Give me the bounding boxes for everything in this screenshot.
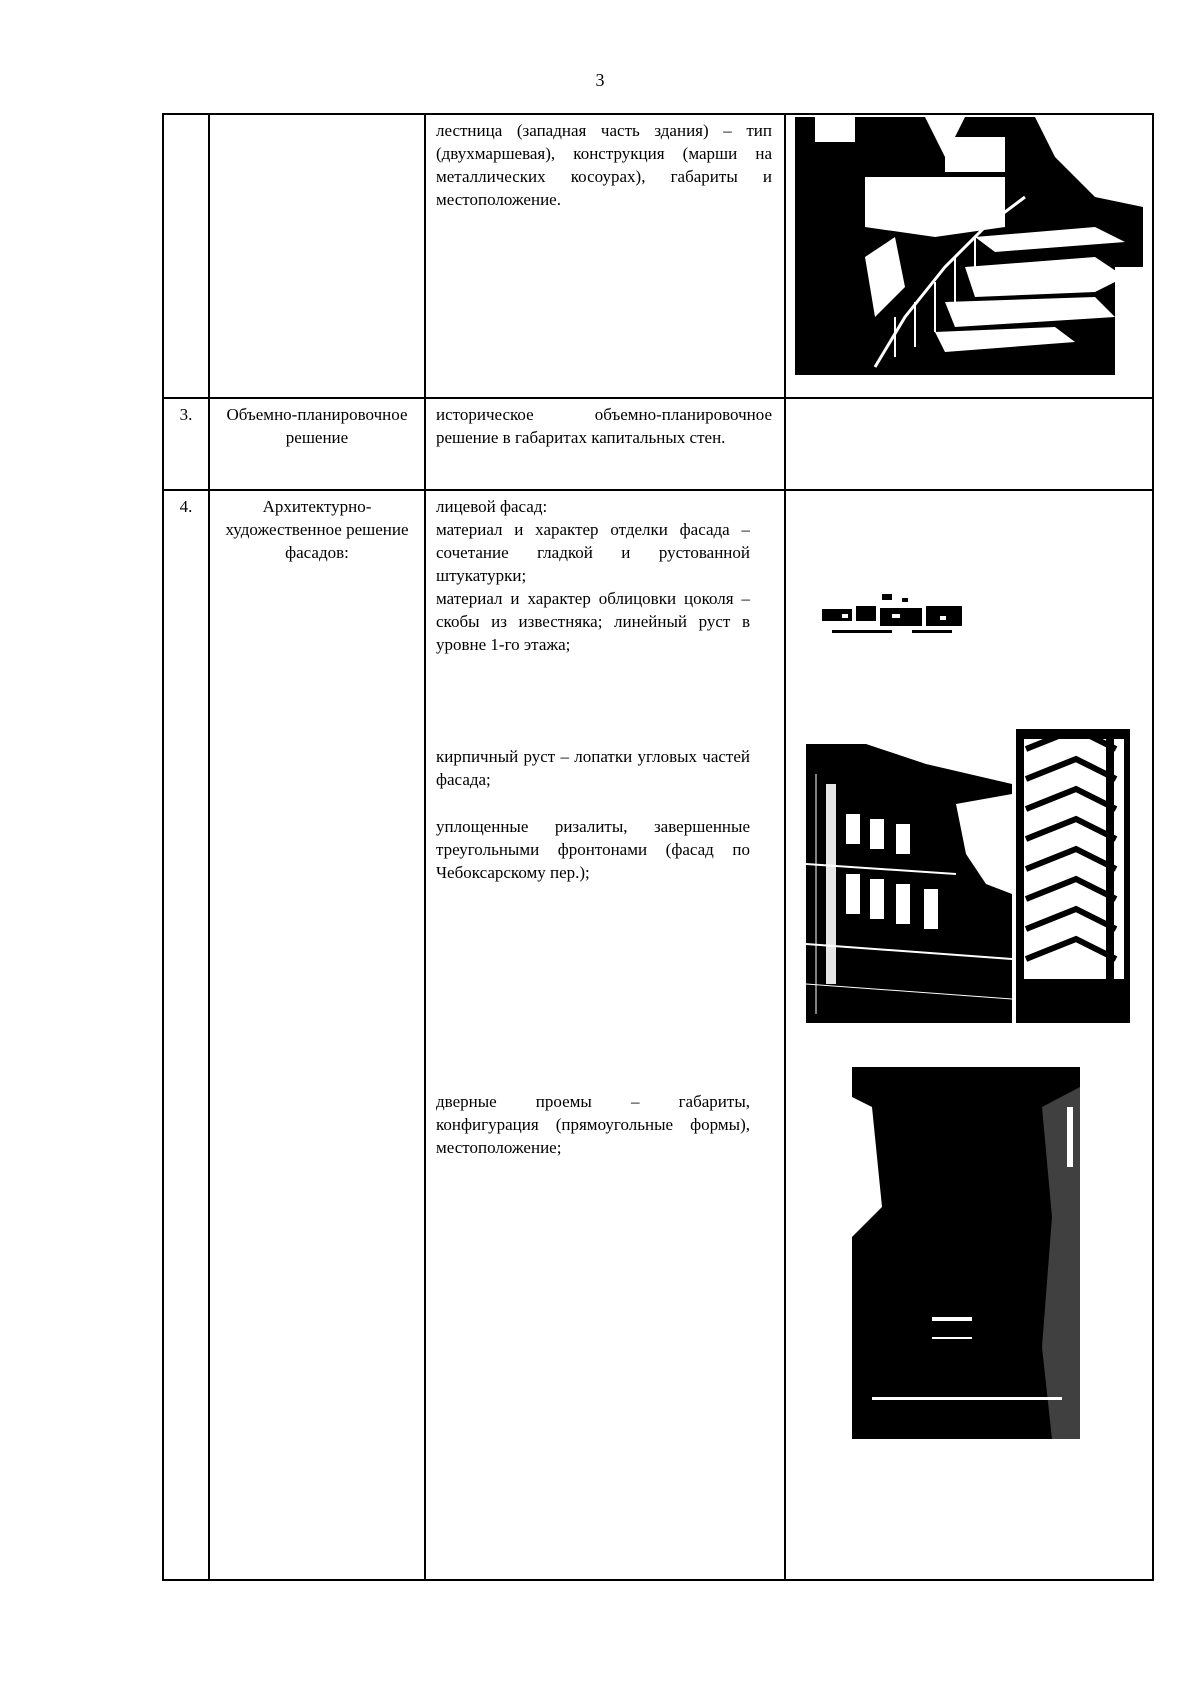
facade-heading: лицевой фасад: [436, 497, 548, 516]
row-number-cell: 3. [163, 398, 209, 490]
row-number-cell: 4. [163, 490, 209, 1580]
plinth-photo [822, 594, 966, 640]
risalits-text: уплощенные ризалиты, завершенные треугольными фронтонами (фасад по Чебоксарскому пер.); [436, 817, 750, 882]
page-number: 3 [595, 70, 605, 90]
monument-features-table [162, 113, 1154, 1581]
row-photo-cell [785, 398, 1153, 490]
staircase-photo [795, 117, 1143, 375]
row-description-cell [425, 114, 785, 398]
facade-finish-text: материал и характер отделки фасада – сочетание гладкой и рустованной штукатурки; [436, 520, 750, 585]
facade-photo [806, 744, 1012, 1023]
row-name-cell: Архитектурно-художественное решение фасадов: [209, 490, 425, 1580]
table-row [163, 114, 1153, 398]
row-photo-cell [785, 490, 1153, 1580]
table-row [163, 490, 1153, 1580]
layout-description: историческое объемно-планировочное решение в габаритах капитальных стен. [436, 405, 772, 447]
row-description-cell [425, 490, 785, 1580]
row-description-cell [425, 398, 785, 490]
staircase-description: лестница (западная часть здания) – тип (двухмаршевая), конструкция (марши на металлических косоурах), габариты и местоположение. [436, 121, 772, 209]
brick-rustication-photo [1016, 729, 1130, 1023]
row-photo-cell [785, 114, 1153, 398]
doorway-photo [852, 1067, 1080, 1439]
plinth-cladding-text: материал и характер облицовки цоколя – скобы из известняка; линейный руст в уровне 1-го этажа; [436, 589, 750, 654]
row-name-cell [209, 114, 425, 398]
table-row [163, 398, 1153, 490]
row-number-cell [163, 114, 209, 398]
brick-rustication-text: кирпичный руст – лопатки угловых частей фасада; [436, 747, 750, 789]
doorways-text: дверные проемы – габариты, конфигурация (прямоугольные формы), местоположение; [436, 1092, 750, 1157]
row-name-cell: Объемно-планировочное решение [209, 398, 425, 490]
